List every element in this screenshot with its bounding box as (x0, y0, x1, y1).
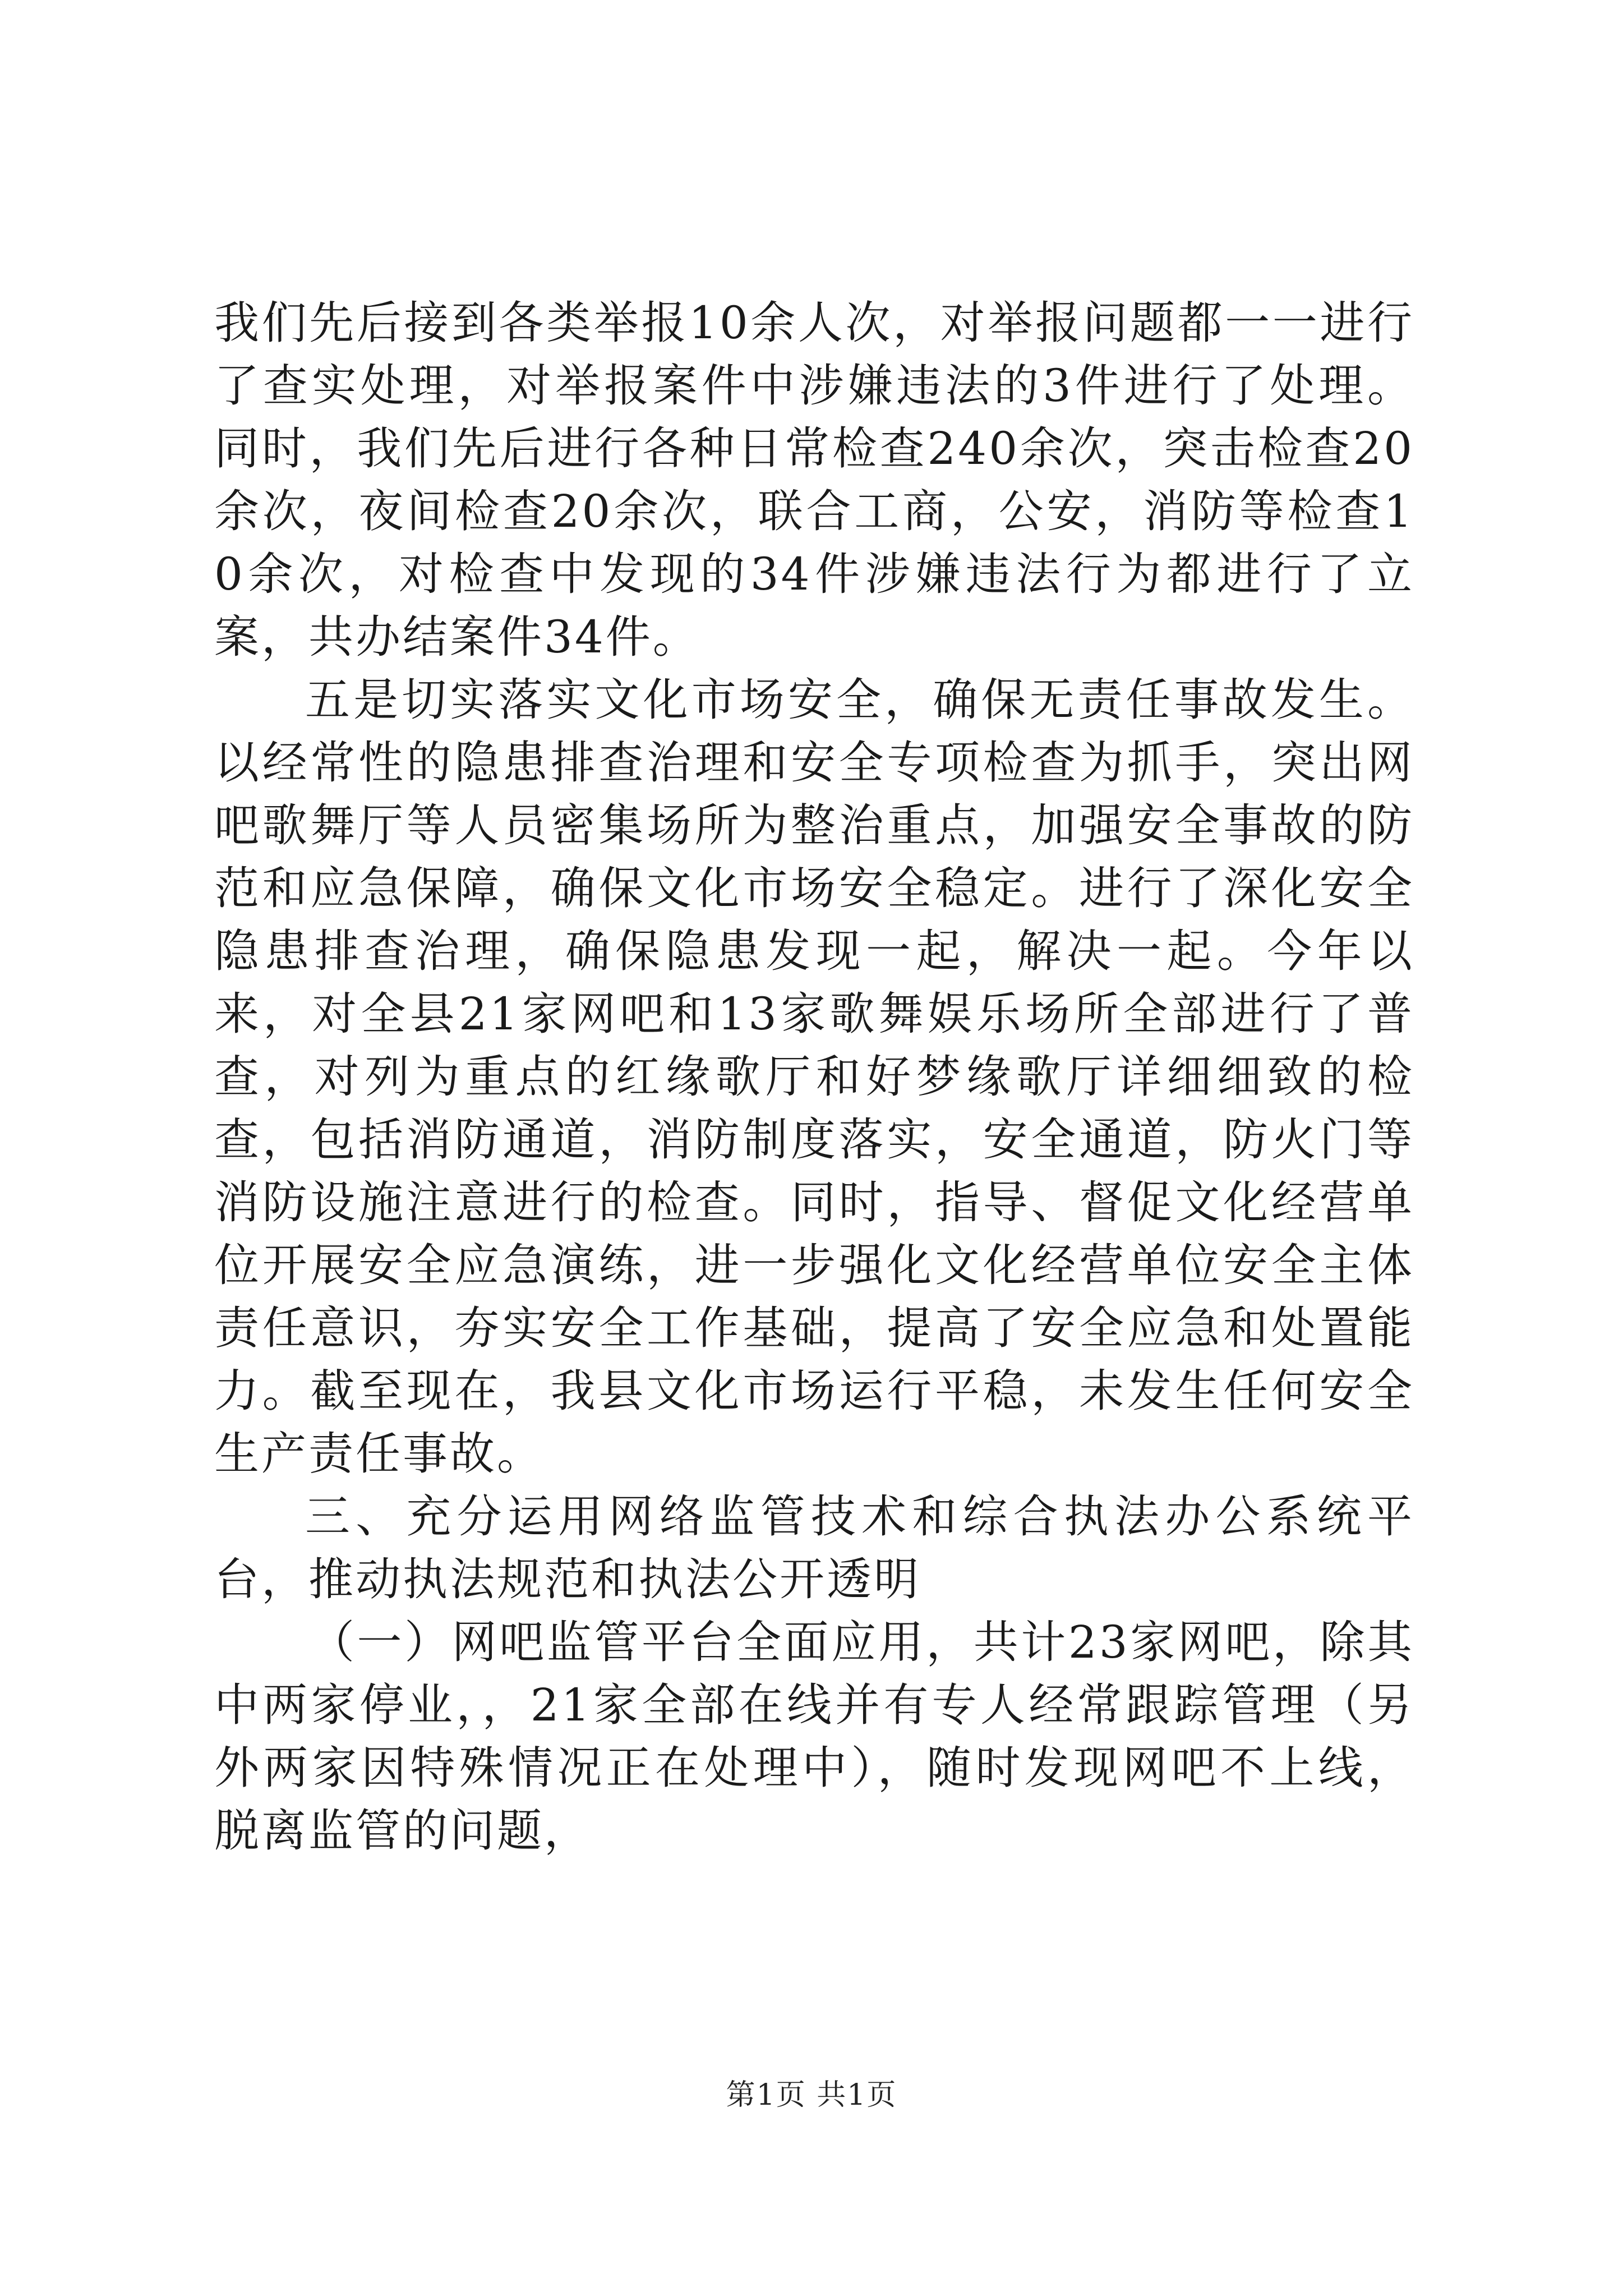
paragraph-safety: 五是切实落实文化市场安全，确保无责任事故发生。以经常性的隐患排查治理和安全专项检查为抓手，突出网吧歌舞厅等人员密集场所为整治重点，加强安全事故的防范和应急保障，确保文化市场安全稳定。进行了深化安全隐患排查治理，确保隐患发现一起，解决一起。今年以来，对全县21家网吧和13家歌舞娱乐场所全部进行了普查，对列为重点的红缘歌厅和好梦缘歌厅详细细致的检查，包括消防通道，消防制度落实，安全通道，防火门等消防设施注意进行的检查。同时，指导、督促文化经营单位开展安全应急演练，进一步强化文化经营单位安全主体责任意识，夯实安全工作基础，提高了安全应急和处置能力。截至现在，我县文化市场运行平稳，未发生任何安全生产责任事故。 (214, 674, 1414, 1480)
page-footer: 第1页 共1页 (726, 2078, 897, 2112)
document-body (214, 292, 1414, 1862)
section-heading-three: 三、充分运用网络监管技术和综合执法办公系统平台，推动执法规范和执法公开透明 (214, 1490, 1414, 1605)
paragraph-continuation: 我们先后接到各类举报10余人次，对举报问题都一一进行了查实处理，对举报案件中涉嫌违法的3件进行了处理。同时，我们先后进行各种日常检查240余次，突击检查20余次，夜间检查20余次，联合工商，公安，消防等检查10余次，对检查中发现的34件涉嫌违法行为都进行了立案，共办结案件34件。 (214, 297, 1414, 663)
paragraph-netcafe-monitoring: （一）网吧监管平台全面应用，共计23家网吧，除其中两家停业，，21家全部在线并有专人经常跟踪管理（另外两家因特殊情况正在处理中），随时发现网吧不上线，脱离监管的问题， (214, 1616, 1414, 1857)
